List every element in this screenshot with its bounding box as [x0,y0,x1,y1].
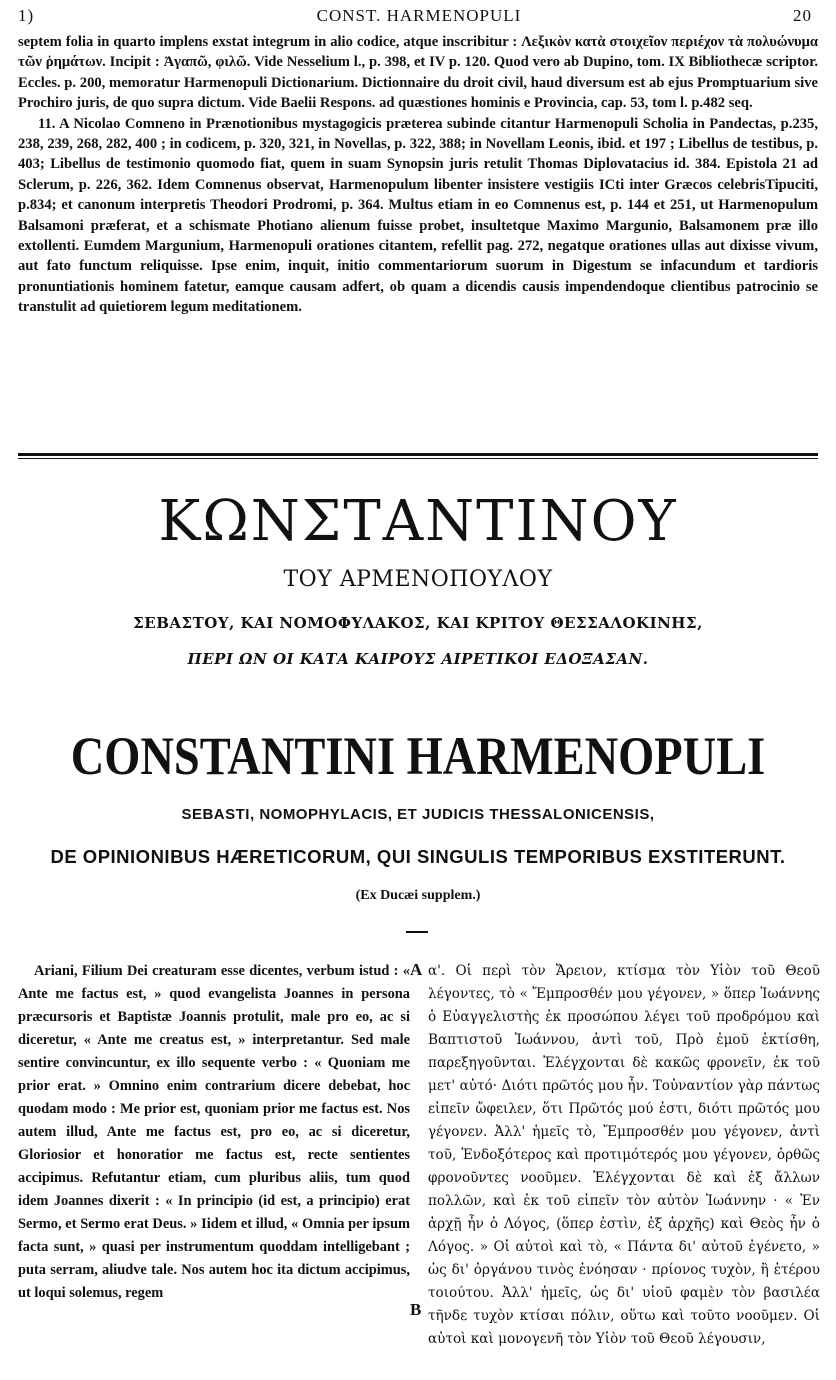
latin-title-line-2: DE OPINIONIBUS HÆRETICORUM, QUI SINGULIS TEMPORIBUS EXSTITERUNT. [50,846,786,867]
short-rule [406,931,428,933]
notes-paragraph-2: 11. A Nicolao Comneno in Prænotionibus mystagogicis præterea subinde citantur Harmenopuli Scholia in Pandectas, p.235, 238, 239, 268, 282, 400 ; in codicem, p. 320, 321, in Novellas, p. 322, 388; in Novellam Leonis, ibid. et 197 ; Libellus de testibus, p. 403; Libellus de testimonio quomodo fiat, quem in suam Synopsin juris retulit Thomas Diplovatacius id. 384. Epistola 21 ad Sclerum, p. 226, 362. Idem Comnenus observat, Harmenopulum libenter insistere vestigiis ICti inter Græcos celebrisTipuciti, p.834; et canonum interpretis Theodori Prodromi, p. 364. Multus etiam in eo Comnenus est, p. 144 et 251, ut Harmenopulum Balsamoni præferat, et a schismate Photiano alienum fuisse probet, insultetque Maximo Margunio, Balsamonem præ illo extollenti. Eumdem Margunium, Harmenopuli orationes citantem, refellit pag. 272, negatque orationes ullas aut dixisse vivum, aut fato functum reliquisse. Ipse enim, inquit, initio commentariorum suorum in Digestum se infacundum et tardioris pronuntiationis hominem fatetur, eamque causam adfert, ob quam a dicendis causis impendendoque clientibus patrocinio se transtulit ad quietiorem legum meditationem. [18,115,818,316]
greek-title: ΚΩΝΣΤΑΝΤΙΝΟΥ [158,489,678,554]
latin-title: CONSTANTINI HARMENOPULI [70,726,766,786]
notes-block [18,32,818,318]
notes-paragraph-1: septem folia in quarto implens exstat integrum in alio codice, atque inscribitur : Λεξικὸν κατὰ στοιχεῖον περιέχον τὰ πολυώνυμα τῶν ῥημάτων. Incipit : Ἀγαπῶ, φιλῶ. Vide Nesselium l., p. 398, et IV p. 120. Quod vero ab Dupino, tom. IX Bibliothecæ scriptor. Eccles. p. 200, memoratur Harmenopuli Dictionarium. Dictionnaire du droit civil, haud diversum est ab ejus Promptuarium sive Prochiro juris, de quo supra dictum. Vide Baelii Respons. ad quæstiones hominis e Provincia, cap. 53, tom l. p.482 seq. [18,34,818,112]
greek-title-line-3: ΠΕΡΙ ΩΝ ΟΙ ΚΑΤΑ ΚΑΙΡΟΥΣ ΑΙΡΕΤΙΚΟΙ ΕΔΟΞΑΣΑΝ. [187,650,649,668]
column-marker-a: A [410,960,423,979]
latin-column [18,960,410,1305]
column-marker-b: B [410,1300,422,1319]
greek-title-line-2: ΣΕΒΑΣΤΟΥ, ΚΑΙ ΝΟΜΟΦΥΛΑΚΟΣ, ΚΑΙ ΚΡΙΤΟΥ ΘΕΣΣΑΛΟΚΙΝΗΣ, [133,614,703,632]
greek-subtitle: ΤΟΥ ΑΡΜΕΝΟΠΟΥΛΟΥ [283,567,553,592]
header-title: CONST. HARMENOPULI [316,6,522,25]
running-header [18,6,820,30]
header-column-number-right: 20 [793,6,812,25]
latin-column-text: Ariani, Filium Dei creaturam esse dicentes, verbum istud : « Ante me factus est, » quod evangelista Joannes in persona præcursoris et Baptistæ Joannis protulit, male pro eo, ac si diceretur, « Ante me creatus est, » interpretantur. Sed male sentire convincuntur, ex illo sequente verbo : « Quoniam me prior erat. » Omnino enim contrarium dicere debebat, hoc quodam modo : Me prior est, quoniam prior me factus est. Nos autem illud, Ante me factus est, pro eo, ac si diceretur, Gloriosior et honoratior me factus est, recte sentientes accipimus. Refutantur etiam, cum pluribus aliis, tum quod idem Joannes dixerit : « In principio (id est, a principio) erat Sermo, et Sermo erat Deus. » Iidem et illud, « Omnia per ipsum facta sunt, » quasi per instrumentum quoddam intelligebant ; puta serram, aliudve tale. Nos autem hoc ita dictum accipimus, ut loqui solemus, regem [18,963,410,1301]
section-divider [18,453,818,459]
latin-title-line-1: SEBASTI, NOMOPHYLACIS, ET JUDICIS THESSALONICENSIS, [181,806,655,823]
source-note: (Ex Ducæi supplem.) [355,888,481,903]
divider-thin-line [18,458,818,459]
header-column-number-left: 1) [18,6,35,25]
greek-column-text: α'. Οἱ περὶ τὸν Ἄρειον, κτίσμα τὸν Υἱὸν τοῦ Θεοῦ λέγοντες, τὸ « Ἔμπροσθέν μου γέγονεν, » ὅπερ Ἰωάννης ὁ Εὐαγγελιστὴς ἐκ προσώπου λέγει τοῦ προδρόμου καὶ Βαπτιστοῦ Ἰωάννου, ἀντὶ τοῦ, Πρὸ ἐμοῦ ἐκτίσθη, παρεξηγοῦνται. Ἐλέγχονται δὲ κακῶς φρονεῖν, ἐκ τοῦ μετ' αὐτό· Διότι πρῶτός μου ἦν. Τοὐναντίον γὰρ πάντως εἰπεῖν ὤφειλεν, ὅτι Πρῶτός μού ἐστι, διότι πρῶτός μου γέγονεν. Ἀλλ' ἡμεῖς τὸ, Ἔμπροσθέν μου γέγονεν, ἀντὶ τοῦ, Ἐνδοξότερος καὶ προτιμότερός μου γέγονεν, ὀρθῶς φρονοῦντες νοοῦμεν. Ἐλέγχονται δὲ καὶ ἐξ ἄλλων πολλῶν, καὶ ἐκ τοῦ εἰπεῖν τὸν αὐτὸν Ἰωάννην · « Ἐν ἀρχῇ ἦν ὁ Λόγος, (ὅπερ ἐστὶν, ἐξ ἀρχῆς) καὶ Θεὸς ἦν ὁ Λόγος. » Οἱ αὐτοὶ καὶ τὸ, « Πάντα δι' αὐτοῦ ἐγένετο, » ὡς δι' ὀργάνου τινὸς ἐνόησαν · πρίονος τυχὸν, ἢ ἑτέρου τοιούτου. Ἀλλ' ἡμεῖς, ὡς δι' υἱοῦ φαμὲν τὸν βασιλέα τῆνδε τυχὸν κτίσαι πόλιν, οὕτω καὶ τοῦτο νοοῦμεν. Οἱ αὐτοὶ καὶ μονογενῆ τὸν Υἱὸν τοῦ Θεοῦ λέγουσιν, [428,963,820,1347]
greek-column [428,960,820,1351]
divider-thick-line [18,453,818,456]
